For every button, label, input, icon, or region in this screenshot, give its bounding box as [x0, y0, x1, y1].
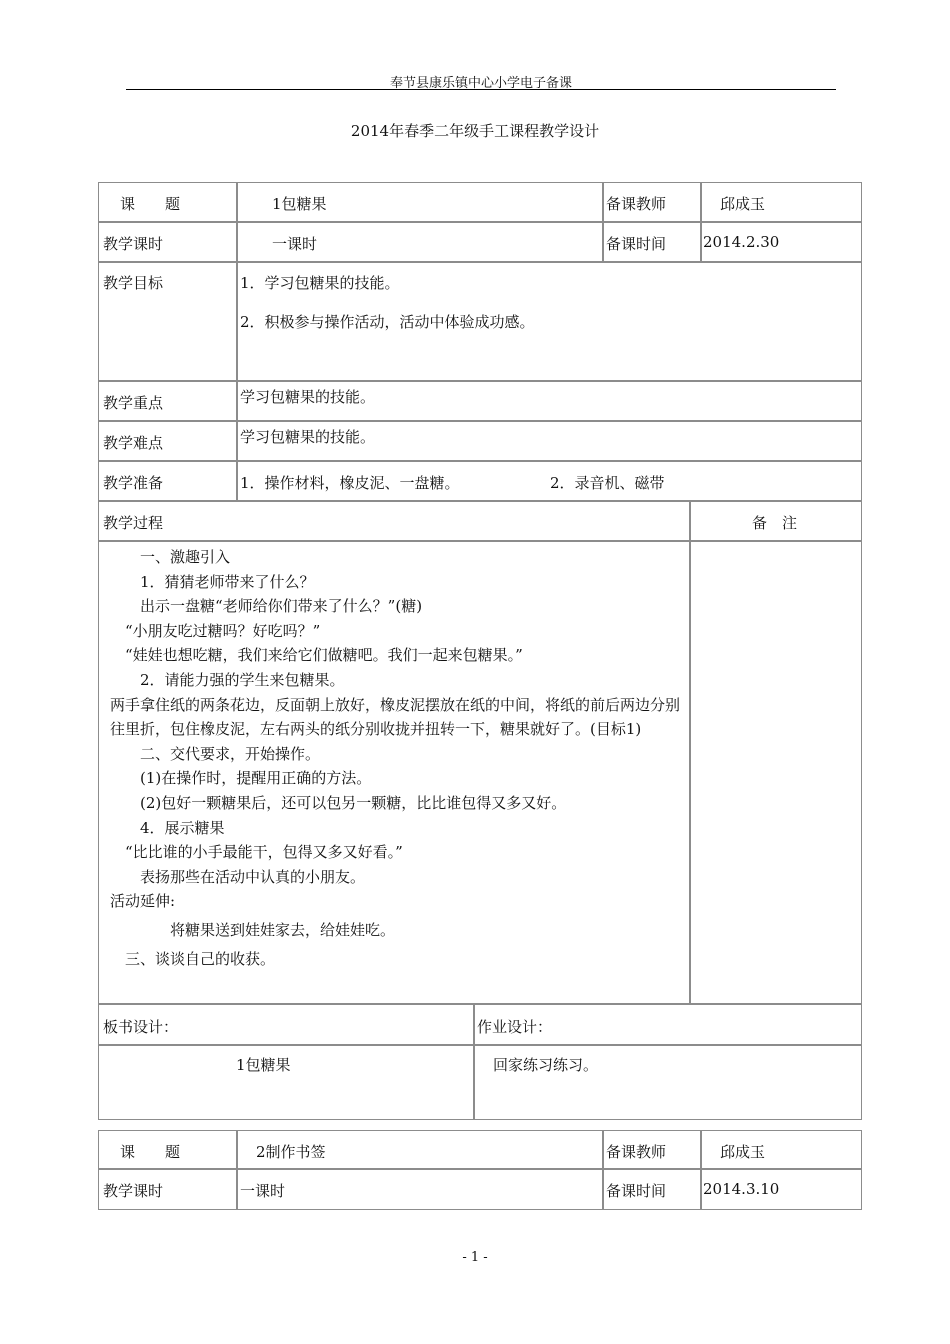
periods-value: 一课时	[240, 1182, 286, 1200]
homework-value: 回家练习练习。	[493, 1056, 599, 1074]
goal-1: 1．学习包糖果的技能。	[240, 274, 400, 292]
key-label: 教学重点	[103, 394, 164, 412]
prep-time-label: 备课时间	[606, 1182, 667, 1200]
board-value: 1包糖果	[236, 1056, 291, 1074]
difficulty-value: 学习包糖果的技能。	[240, 428, 376, 446]
teacher-label: 备课教师	[606, 195, 667, 213]
process-line: 将糖果送到娃娃家去，给娃娃吃。	[110, 920, 396, 939]
page-header: 奉节县康乐镇中心小学电子备课	[389, 76, 572, 91]
teacher-label: 备课教师	[606, 1143, 667, 1161]
process-line: “小朋友吃过糖吗？好吃吗？”	[110, 621, 321, 640]
goal-2: 2．积极参与操作活动，活动中体验成功感。	[240, 313, 535, 331]
periods-label: 教学课时	[103, 1182, 164, 1200]
process-line: 一、激趣引入	[110, 548, 231, 566]
difficulty-label: 教学难点	[103, 434, 164, 452]
process-label: 教学过程	[103, 514, 164, 532]
goals-label: 教学目标	[103, 274, 164, 292]
process-line: 4．展示糖果	[110, 818, 225, 837]
page-number: - 1 -	[462, 1250, 488, 1265]
process-line: “比比谁的小手最能干，包得又多又好看。”	[110, 843, 403, 862]
topic-value: 2制作书签	[256, 1143, 326, 1161]
topic-label: 课 题	[120, 1143, 181, 1161]
process-line: 表扬那些在活动中认真的小朋友。	[110, 867, 366, 886]
process-line: 活动延伸:	[110, 892, 176, 911]
topic-label: 课 题	[120, 195, 181, 213]
process-line: 三、谈谈自己的收获。	[110, 949, 276, 968]
process-line: 二、交代要求，开始操作。	[110, 744, 321, 763]
preparation-label: 教学准备	[103, 474, 164, 492]
process-content	[110, 545, 685, 971]
process-line: 2．请能力强的学生来包糖果。	[110, 670, 345, 689]
prep-time-value: 2014.2.30	[703, 233, 780, 251]
notes-label: 备 注	[752, 514, 798, 532]
key-value: 学习包糖果的技能。	[240, 388, 376, 406]
topic-value: 1包糖果	[272, 195, 327, 213]
prep-time-value: 2014.3.10	[703, 1180, 780, 1198]
homework-label: 作业设计：	[477, 1018, 553, 1036]
document-title: 2014年春季二年级手工课程教学设计	[350, 122, 600, 140]
header-rule	[126, 89, 836, 90]
prep-time-label: 备课时间	[606, 235, 667, 253]
cell-periods-value	[236, 1168, 604, 1210]
process-line: (2)包好一颗糖果后，还可以包另一颗糖，比比谁包得又多又好。	[110, 793, 567, 812]
teacher-value: 邱成玉	[720, 1143, 766, 1161]
process-line: “娃娃也想吃糖，我们来给它们做糖吧。我们一起来包糖果。”	[110, 646, 523, 665]
board-label: 板书设计：	[103, 1018, 179, 1036]
process-line: 1．猜猜老师带来了什么？	[110, 572, 315, 591]
cell-notes-body	[689, 540, 862, 1004]
periods-label: 教学课时	[103, 235, 164, 253]
process-paragraph: 两手拿住纸的两条花边，反面朝上放好，橡皮泥摆放在纸的中间，将纸的前后两边分别往里折，包住橡皮泥，左右两头的纸分别收拢并扭转一下，糖果就好了。(目标1)	[110, 695, 681, 739]
process-line: (1)在操作时，提醒用正确的方法。	[110, 769, 372, 788]
cell-process-label	[98, 500, 691, 542]
preparation-item-1: 1．操作材料，橡皮泥、一盘糖。	[240, 474, 460, 492]
periods-value: 一课时	[272, 235, 318, 253]
preparation-item-2: 2．录音机、磁带	[550, 474, 665, 492]
teacher-value: 邱成玉	[720, 195, 766, 213]
process-line: 出示一盘糖“老师给你们带来了什么？”(糖)	[110, 597, 423, 616]
